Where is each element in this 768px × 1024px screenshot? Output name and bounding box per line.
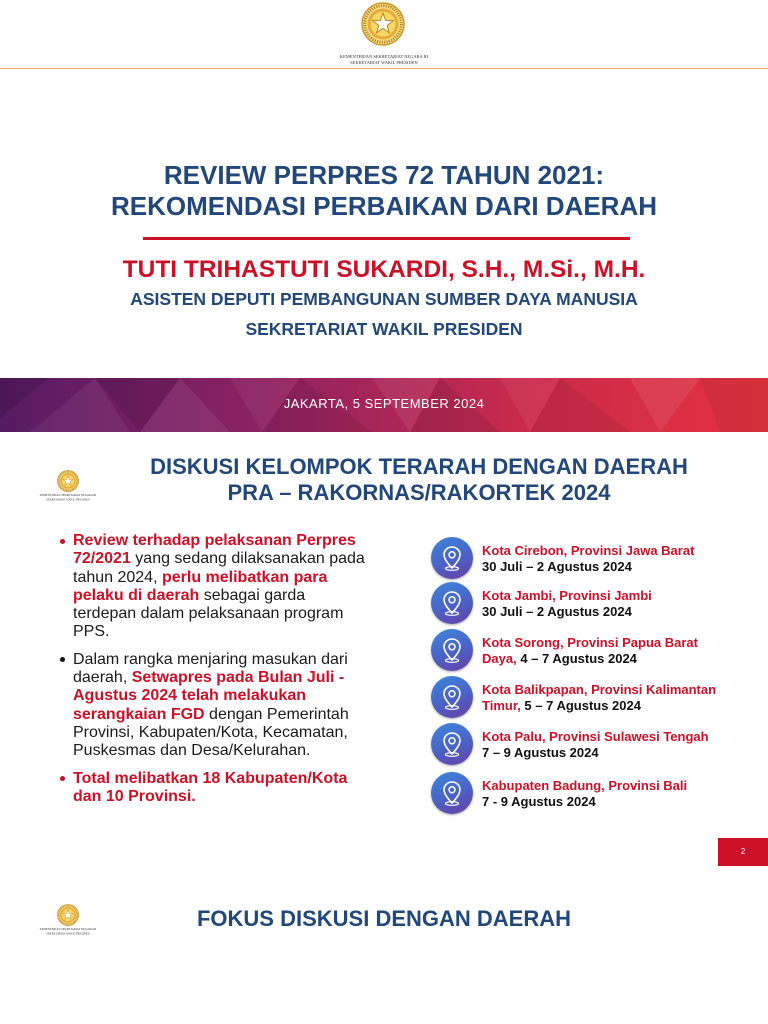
bullet-text	[73, 532, 369, 642]
map-pin-icon	[431, 537, 473, 579]
bullet-item	[58, 651, 398, 761]
location-badge	[431, 582, 473, 624]
title-underline	[143, 237, 630, 240]
bullet-list	[58, 532, 398, 815]
bullet-marker	[60, 539, 65, 544]
location-date: 30 Juli – 2 Agustus 2024	[482, 603, 632, 619]
body-text: dengan Pemerintah Provinsi, Kabupaten/Kota, Kecamatan, Puskesmas dan Desa/Kelurahan.	[73, 705, 349, 760]
emblem-caption-line1: KEMENTERIAN SEKRETARIAT NEGARA RI	[339, 54, 429, 60]
body-text: Dalam rangka menjaring masukan dari daerah,	[73, 650, 348, 687]
bullet-item	[58, 532, 398, 642]
location-item	[431, 582, 741, 624]
bullet-marker	[60, 657, 65, 662]
highlight-text: perlu melibatkan para pelaku di daerah	[73, 568, 328, 604]
bullet-text	[73, 651, 369, 761]
bullet-text	[73, 770, 369, 807]
map-pin-icon	[431, 629, 473, 671]
location-text	[482, 635, 727, 666]
slide-cover	[0, 0, 768, 432]
location-place: Kota Cirebon, Provinsi Jawa Barat	[482, 543, 695, 558]
location-text	[482, 588, 727, 619]
presenter-office: SEKRETARIAT WAKIL PRESIDEN	[245, 319, 523, 339]
map-pin-icon	[431, 582, 473, 624]
location-badge	[431, 537, 473, 579]
location-item	[431, 772, 741, 814]
location-date: 4 – 7 Agustus 2024	[520, 650, 637, 666]
bullet-marker	[60, 776, 65, 781]
slide-focus	[0, 866, 768, 1024]
map-pin-icon	[431, 723, 473, 765]
header-divider	[0, 68, 768, 69]
star-emblem-icon	[57, 470, 79, 492]
page-number: 2	[718, 838, 768, 866]
map-pin-icon	[431, 772, 473, 814]
location-date: 7 – 9 Agustus 2024	[482, 744, 599, 760]
location-date: 30 Juli – 2 Agustus 2024	[482, 558, 632, 574]
location-badge	[431, 676, 473, 718]
location-place: Kota Jambi, Provinsi Jambi	[482, 588, 652, 603]
place-date: JAKARTA, 5 SEPTEMBER 2024	[283, 396, 485, 411]
location-item	[431, 676, 741, 718]
location-place: Kabupaten Badung, Provinsi Bali	[482, 778, 688, 793]
body-text: sebagai garda terdepan dalam pelaksanaan program PPS.	[73, 586, 344, 641]
slide-title: FOKUS DISKUSI DENGAN DAERAH	[196, 906, 572, 931]
location-item	[431, 629, 741, 671]
location-date: 5 – 7 Agustus 2024	[524, 697, 641, 713]
slide-title	[110, 454, 728, 506]
star-emblem-icon	[361, 2, 405, 46]
location-date: 7 - 9 Agustus 2024	[482, 793, 596, 809]
map-pin-icon	[431, 676, 473, 718]
location-text	[482, 778, 727, 809]
highlight-text: Setwapres pada Bulan Juli - Agustus 2024 telah melakukan serangkaian FGD	[73, 669, 345, 723]
location-item	[431, 537, 741, 579]
location-place: Kota Balikpapan, Provinsi Kalimantan Timur,	[482, 682, 717, 713]
highlight-text: Total melibatkan 18 Kabupaten/Kota dan 10 Provinsi.	[73, 769, 348, 805]
location-place: Kota Palu, Provinsi Sulawesi Tengah	[482, 729, 709, 744]
location-badge	[431, 772, 473, 814]
cover-title	[0, 160, 768, 222]
slide-title-line1: DISKUSI KELOMPOK TERARAH DENGAN DAERAH	[150, 454, 688, 479]
presenter-name: TUTI TRIHASTUTI SUKARDI, S.H., M.Si., M.H.	[122, 256, 646, 283]
emblem-caption	[32, 493, 104, 502]
cover-title-line1: REVIEW PERPRES 72 TAHUN 2021:	[163, 160, 605, 190]
slide-fgd	[0, 432, 768, 866]
location-badge	[431, 723, 473, 765]
highlight-text: Review terhadap pelaksanan Perpres 72/2021	[73, 532, 356, 568]
slide-title-line2: PRA – RAKORNAS/RAKORTEK 2024	[227, 480, 611, 505]
bullet-item	[58, 770, 398, 807]
location-text	[482, 543, 727, 574]
cover-title-line2: REKOMENDASI PERBAIKAN DARI DAERAH	[110, 191, 658, 221]
location-item	[431, 723, 741, 765]
emblem-caption-line2: SEKRETARIAT WAKIL PRESIDEN	[350, 59, 418, 66]
presenter-position: ASISTEN DEPUTI PEMBANGUNAN SUMBER DAYA MANUSIA	[130, 289, 638, 309]
emblem-caption	[328, 54, 440, 66]
location-text	[482, 682, 727, 713]
emblem-caption-line1: KEMENTERIAN SEKRETARIAT NEGARA RI	[39, 493, 97, 497]
emblem-caption-line2: SEKRETARIAT WAKIL PRESIDEN	[46, 931, 90, 936]
body-text: yang sedang dilaksanakan pada tahun 2024,	[73, 550, 365, 586]
location-text	[482, 729, 727, 760]
emblem-caption-line2: SEKRETARIAT WAKIL PRESIDEN	[46, 497, 90, 502]
cover-banner	[0, 378, 768, 432]
emblem-caption-line1: KEMENTERIAN SEKRETARIAT NEGARA RI	[39, 927, 97, 931]
location-place: Kota Sorong, Provinsi Papua Barat Daya,	[482, 635, 698, 666]
location-badge	[431, 629, 473, 671]
